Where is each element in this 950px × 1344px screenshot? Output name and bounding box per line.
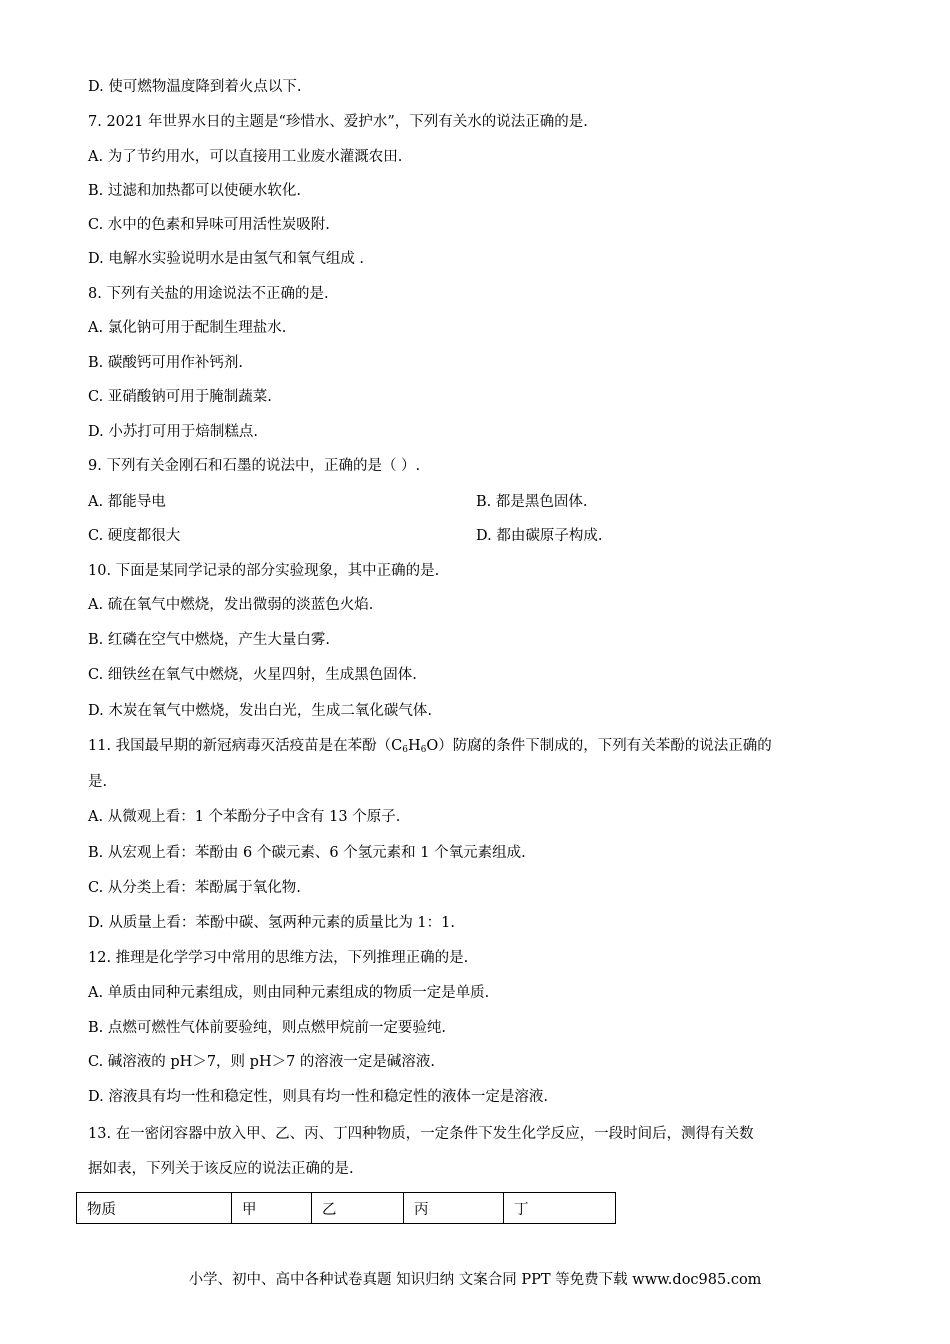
q13-data-table [76, 1192, 616, 1224]
q7-option-d: D. 电解水实验说明水是由氢气和氧气组成 . [88, 251, 365, 267]
q8-option-c: C. 亚硝酸钠可用于腌制蔬菜. [88, 389, 272, 405]
q11-option-c: C. 从分类上看：苯酚属于氧化物. [88, 880, 301, 896]
q11-stem-line2: 是. [88, 774, 108, 790]
table-header-row [77, 1193, 616, 1224]
q12-option-b: B. 点燃可燃性气体前要验纯，则点燃甲烷前一定要验纯. [88, 1020, 446, 1036]
q12-stem: 12. 推理是化学学习中常用的思维方法，下列推理正确的是. [88, 950, 469, 966]
q6-option-d: D. 使可燃物温度降到着火点以下. [88, 79, 302, 95]
q12-option-c: C. 碱溶液的 pH＞7，则 pH＞7 的溶液一定是碱溶液. [88, 1054, 436, 1070]
table-header-cell: 丁 [504, 1193, 616, 1224]
q10-option-c: C. 细铁丝在氧气中燃烧，火星四射，生成黑色固体. [88, 667, 417, 683]
q7-option-c: C. 水中的色素和异味可用活性炭吸附. [88, 217, 330, 233]
q13-stem-line2: 据如表，下列关于该反应的说法正确的是. [88, 1161, 354, 1177]
q10-option-b: B. 红磷在空气中燃烧，产生大量白雾. [88, 632, 330, 648]
q9-option-a: A. 都能导电 [88, 494, 166, 510]
q13-stem-line1: 13. 在一密闭容器中放入甲、乙、丙、丁四种物质，一定条件下发生化学反应，一段时间后，测得有关数 [88, 1126, 754, 1142]
q8-option-a: A. 氯化钠可用于配制生理盐水. [88, 320, 287, 336]
q10-option-d: D. 木炭在氧气中燃烧，发出白光，生成二氧化碳气体. [88, 703, 432, 719]
q9-option-c: C. 硬度都很大 [88, 528, 181, 544]
q7-option-a: A. 为了节约用水，可以直接用工业废水灌溉农田. [88, 149, 403, 165]
table-header-cell: 物质 [77, 1193, 232, 1224]
q11-option-a: A. 从微观上看：1 个苯酚分子中含有 13 个原子. [88, 809, 401, 825]
q9-option-b: B. 都是黑色固体. [476, 494, 588, 510]
q10-stem: 10. 下面是某同学记录的部分实验现象，其中正确的是. [88, 563, 440, 579]
table-header-cell: 乙 [312, 1193, 404, 1224]
page-footer: 小学、初中、高中各种试卷真题 知识归纳 文案合同 PPT 等免费下载 www.doc985.com [188, 1272, 762, 1288]
q8-option-b: B. 碳酸钙可用作补钙剂. [88, 355, 243, 371]
q10-option-a: A. 硫在氧气中燃烧，发出微弱的淡蓝色火焰. [88, 597, 374, 613]
q9-option-d: D. 都由碳原子构成. [476, 528, 603, 544]
q11-stem [88, 736, 772, 756]
q7-stem: 7. 2021 年世界水日的主题是“珍惜水、爱护水”，下列有关水的说法正确的是. [88, 114, 588, 130]
q8-option-d: D. 小苏打可用于焙制糕点. [88, 424, 258, 440]
q12-option-d: D. 溶液具有均一性和稳定性，则具有均一性和稳定性的液体一定是溶液. [88, 1089, 548, 1105]
table-header-cell: 丙 [404, 1193, 504, 1224]
table-header-cell: 甲 [232, 1193, 312, 1224]
q11-option-d: D. 从质量上看：苯酚中碳、氢两种元素的质量比为 1：1. [88, 915, 455, 931]
q7-option-b: B. 过滤和加热都可以使硬水软化. [88, 183, 301, 199]
q9-stem: 9. 下列有关金刚石和石墨的说法中，正确的是（ ）. [88, 458, 421, 474]
q12-option-a: A. 单质由同种元素组成，则由同种元素组成的物质一定是单质. [88, 985, 490, 1001]
q11-stem-pre: 11. 我国最早期的新冠病毒灭活疫苗是在苯酚（ [88, 738, 392, 754]
q8-stem: 8. 下列有关盐的用途说法不正确的是. [88, 286, 329, 302]
q11-option-b: B. 从宏观上看：苯酚由 6 个碳元素、6 个氢元素和 1 个氧元素组成. [88, 845, 526, 861]
phenol-formula: $C_6H_6O$ [391, 738, 439, 755]
q11-stem-post: ）防腐的条件下制成的，下列有关苯酚的说法正确的 [438, 738, 772, 754]
